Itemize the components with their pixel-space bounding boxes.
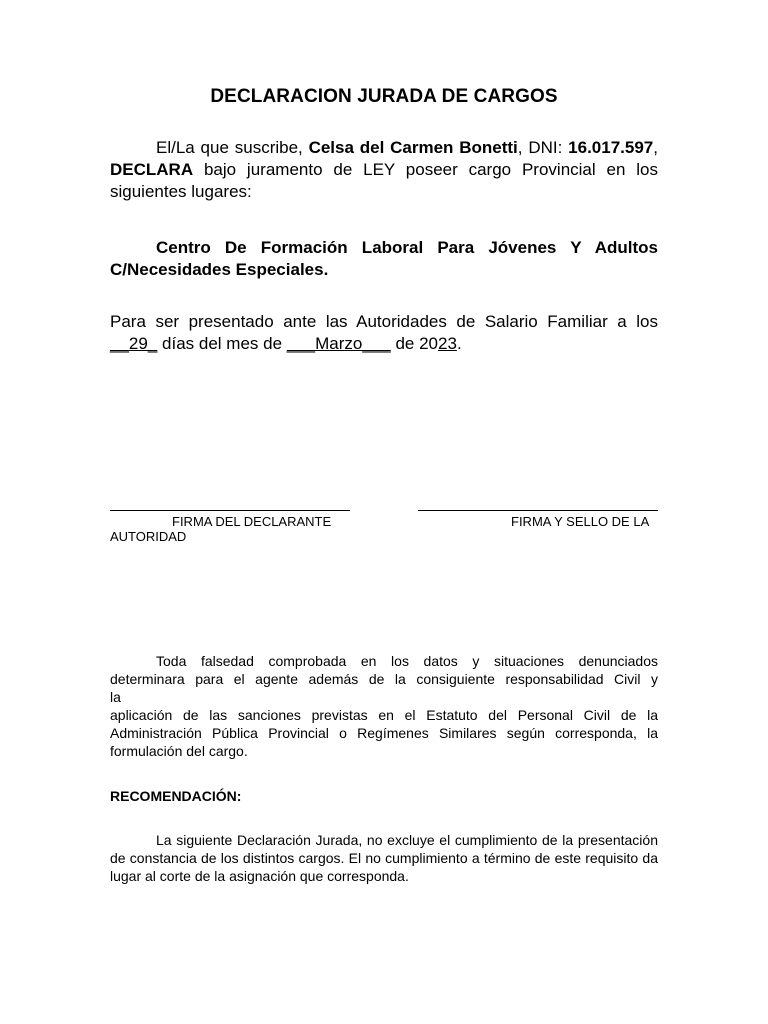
declaration-paragraph [110, 137, 658, 203]
warning-rest: aplicación de las sanciones previstas en el Estatuto del Personal Civil de la Administración Pública Provincial o Regímenes Similares según corresponda, la formulación del cargo. [110, 707, 658, 759]
declara-word: DECLARA [110, 160, 194, 179]
day-field[interactable]: __29_ [110, 334, 158, 353]
workplace-paragraph [110, 237, 658, 281]
days-text: días del mes de [162, 334, 283, 353]
declarant-signature-line[interactable] [110, 510, 350, 511]
recommendation-text: La siguiente Declaración Jurada, no excluye el cumplimiento de la presentación de constancia de los distintos cargos. El no cumplimiento a término de este requisito da lugar al corte de la asignación que corresponda. [110, 832, 658, 884]
warning-line-1: Toda falsedad comprobada en los datos y situaciones denunciados [156, 653, 658, 669]
presentation-paragraph [110, 311, 658, 355]
month-field[interactable]: ___Marzo___ [286, 334, 391, 353]
authority-signature-label: FIRMA Y SELLO DE LA [511, 514, 650, 529]
recommendation-heading: RECOMENDACIÓN: [110, 788, 242, 804]
dni-number: 16.017.597 [568, 138, 654, 157]
authority-signature-line[interactable] [418, 510, 658, 511]
document-title: DECLARACION JURADA DE CARGOS [210, 86, 558, 107]
authority-signature-label-wrap: AUTORIDAD [110, 529, 187, 544]
period: . [456, 334, 462, 353]
warning-paragraph [110, 652, 658, 760]
year-field[interactable]: 23 [438, 334, 457, 353]
presentation-text: Para ser presentado ante las Autoridades de Salario Familiar a los [110, 312, 658, 331]
dni-label: , DNI: [517, 138, 563, 157]
warning-line-3: la [110, 689, 121, 705]
declarant-name: Celsa del Carmen Bonetti [308, 138, 518, 157]
workplace-name: Centro De Formación Laboral Para Jóvenes Y Adultos C/Necesidades Especiales. [110, 238, 658, 279]
declarant-signature-label: FIRMA DEL DECLARANTE [172, 514, 332, 529]
declaration-rest: bajo juramento de LEY poseer cargo Provincial en los siguientes lugares: [110, 160, 658, 201]
recommendation-paragraph [110, 831, 658, 885]
declaration-intro: El/La que suscribe, [156, 138, 303, 157]
year-prefix: de 20 [395, 334, 439, 353]
warning-line-2: determinara para el agente además de la consiguiente responsabilidad Civil y [110, 671, 658, 687]
separator: , [653, 138, 658, 157]
